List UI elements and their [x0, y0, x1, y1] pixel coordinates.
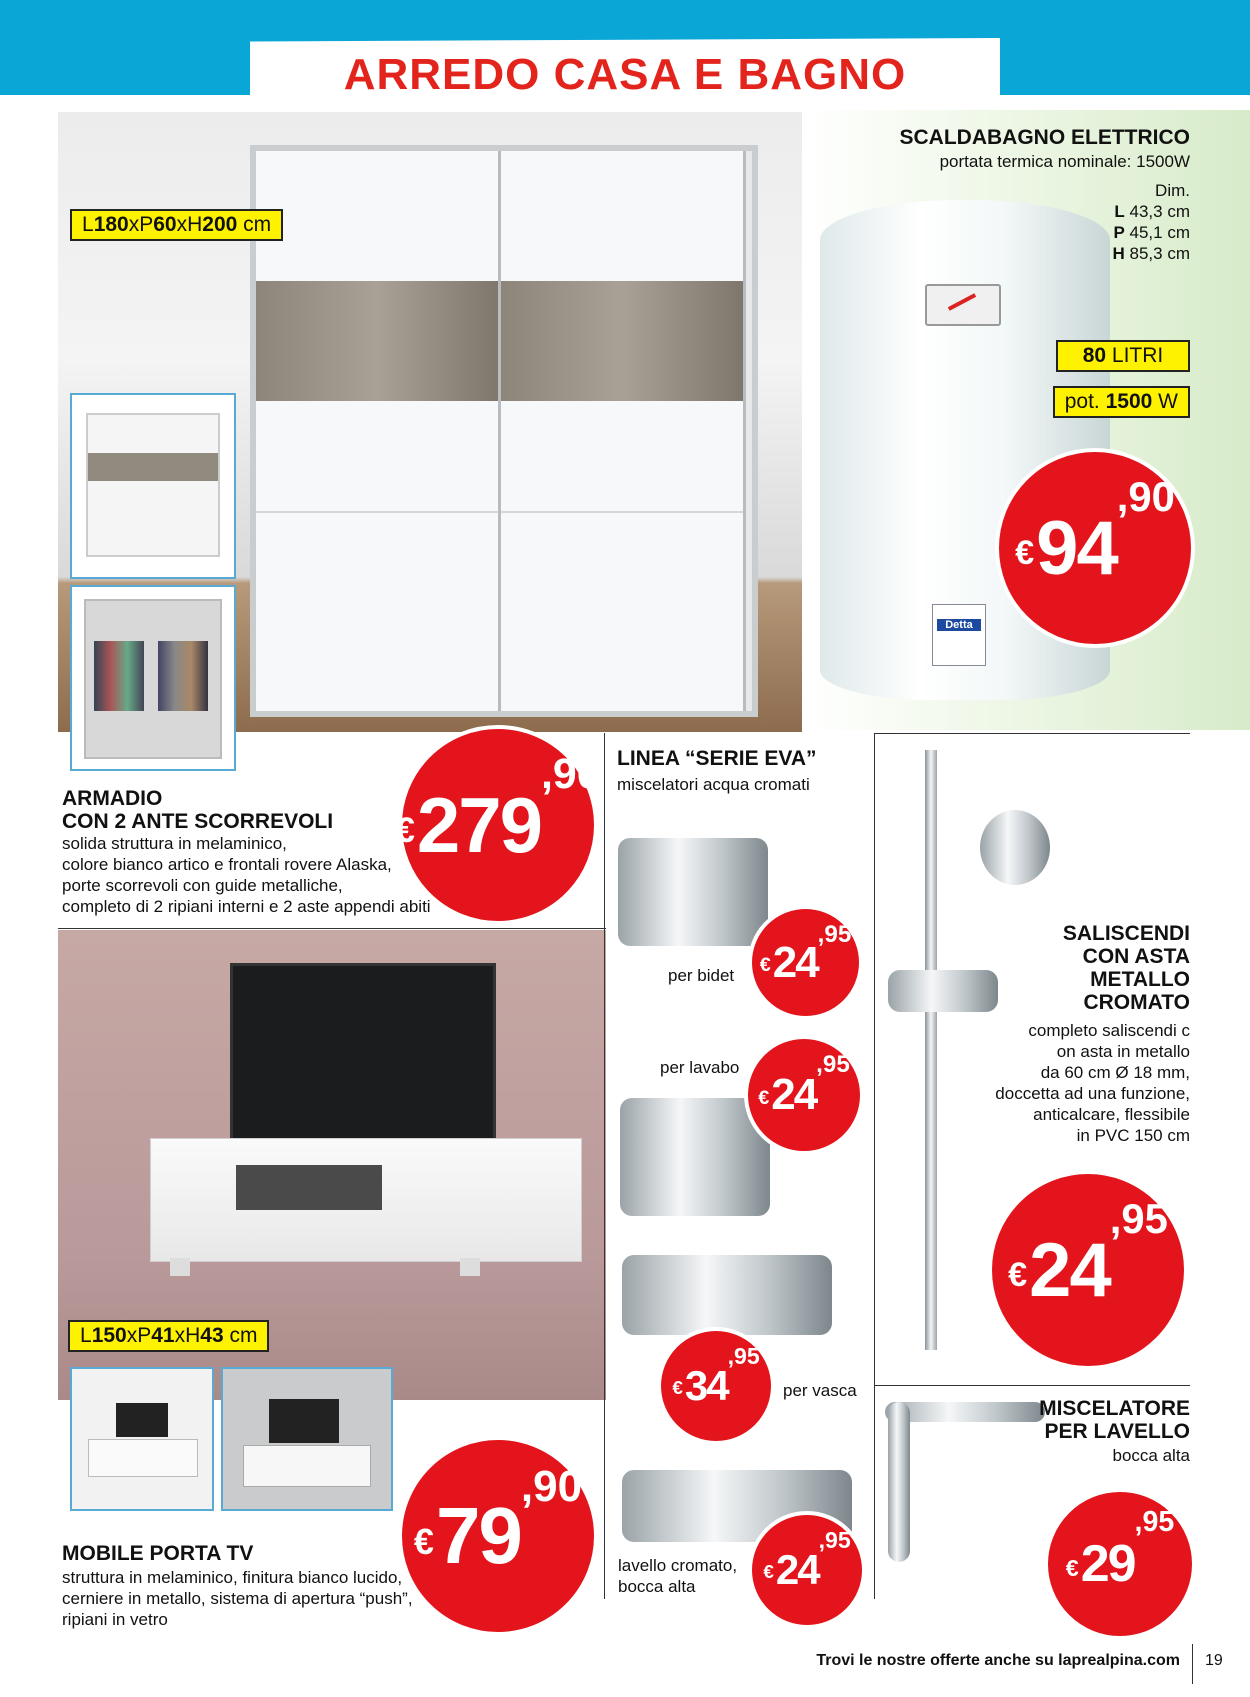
heater-dimensions: Dim. L 43,3 cm P 45,1 cm H 85,3 cm — [1112, 181, 1190, 263]
wardrobe-dimensions-label: L180xP60xH200 cm — [70, 209, 283, 241]
tv-cabinet-leg — [170, 1258, 190, 1276]
page-number: 19 — [1205, 1652, 1223, 1669]
column-divider — [874, 733, 875, 1599]
lavabo-label: per lavabo — [660, 1058, 740, 1077]
tv-thumbnail-closed — [70, 1367, 214, 1511]
wardrobe-title: ARMADIO CON 2 ANTE SCORREVOLI — [62, 787, 334, 833]
eva-subtitle: miscelatori acqua cromati — [617, 775, 810, 794]
footer-divider — [1192, 1644, 1193, 1684]
wardrobe-description: solida struttura in melaminico, colore bianco artico e frontali rovere Alaska, porte scorrevoli con guide metalliche, completo di 2 ripiani interni e 2 aste appendi abiti — [62, 834, 431, 916]
tv-dimensions-label: L150xP41xH43 cm — [68, 1320, 269, 1352]
sink-title: MISCELATORE PER LAVELLO — [1039, 1397, 1190, 1443]
heater-gauge — [925, 284, 1001, 326]
heater-capacity-label: 80 LITRI — [1056, 340, 1190, 372]
vasca-price: € 34 ,95 — [657, 1327, 775, 1445]
tv-screen — [230, 963, 496, 1151]
sink-mixer-image — [888, 1402, 910, 1562]
tv-price: € 79 ,90 — [398, 1436, 598, 1636]
lavello-price: € 24 ,95 — [748, 1511, 866, 1629]
tv-cabinet-niche — [236, 1165, 382, 1210]
divider — [874, 1385, 1190, 1386]
lavello-label: lavello cromato, bocca alta — [618, 1556, 738, 1596]
page-title: ARREDO CASA E BAGNO — [343, 50, 907, 99]
heater-energy-label: Detta — [932, 604, 986, 666]
bidet-faucet-image — [618, 838, 768, 946]
tv-cabinet-leg — [460, 1258, 480, 1276]
bidet-label: per bidet — [668, 966, 735, 985]
tv-description: struttura in melaminico, finitura bianco lucido, cerniere in metallo, sistema di apertura “push”, ripiani in vetro — [62, 1568, 413, 1629]
tv-title: MOBILE PORTA TV — [62, 1542, 254, 1565]
heater-subtitle: portata termica nominale: 1500W — [939, 152, 1190, 171]
wardrobe-price: € 279 ,90 — [398, 725, 598, 925]
footer-text: Trovi le nostre offerte anche su laprealpina.com — [816, 1652, 1180, 1669]
wardrobe-illustration — [250, 145, 758, 717]
divider — [58, 928, 606, 929]
shower-price: € 24 ,95 — [988, 1170, 1188, 1370]
vasca-faucet-image — [622, 1255, 832, 1335]
heater-power-label: pot. 1500 W — [1053, 386, 1190, 418]
vasca-label: per vasca — [783, 1381, 857, 1400]
heater-title: SCALDABAGNO ELETTRICO — [899, 126, 1190, 149]
wardrobe-thumbnail-closed — [70, 393, 236, 579]
bidet-price: € 24 ,95 — [748, 905, 863, 1020]
eva-title: LINEA “SERIE EVA” — [617, 747, 817, 770]
shower-rail-image — [925, 750, 937, 1350]
shower-head-image — [980, 810, 1050, 885]
sink-price: € 29 ,95 — [1044, 1488, 1196, 1640]
shower-title: SALISCENDI CON ASTA METALLO CROMATO — [1062, 922, 1190, 1014]
sink-subtitle: bocca alta — [1112, 1446, 1190, 1465]
column-divider — [604, 733, 605, 1599]
tv-thumbnail-open — [221, 1367, 393, 1511]
shower-description: completo saliscendi c on asta in metallo da 60 cm Ø 18 mm, doccetta ad una funzione, anticalcare, flessibile in PVC 150 cm — [995, 1021, 1190, 1145]
heater-price: € 94 ,90 — [995, 448, 1195, 648]
divider — [874, 733, 1190, 734]
wardrobe-thumbnail-open — [70, 585, 236, 771]
lavabo-price: € 24 ,95 — [744, 1035, 864, 1155]
shower-slider-image — [888, 970, 998, 1012]
